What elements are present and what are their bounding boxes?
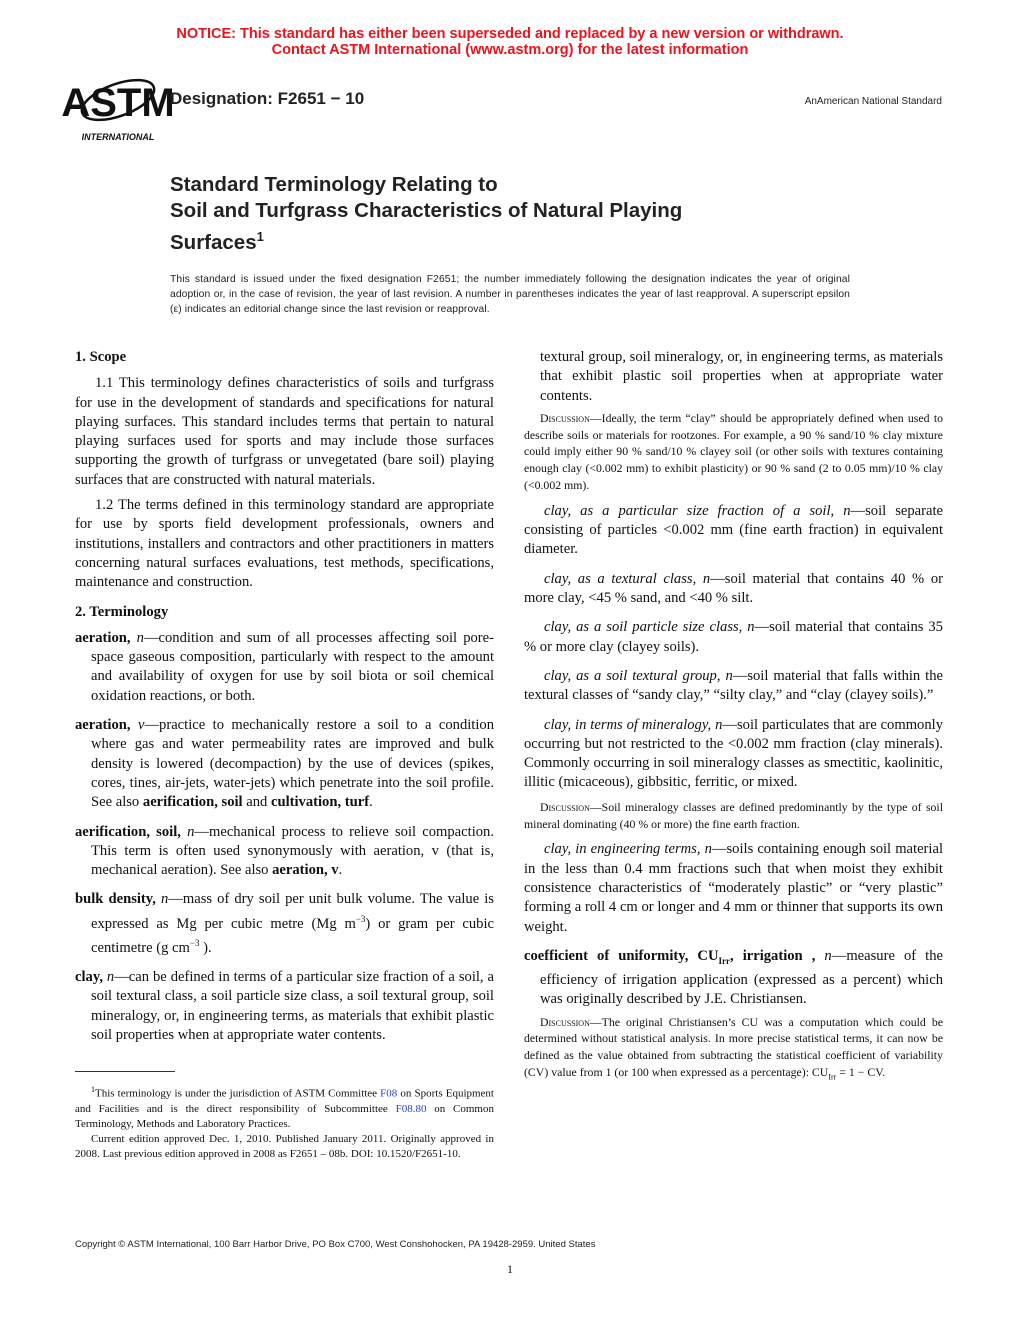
term: aeration,	[75, 629, 131, 646]
definition-text: —measure of the efficiency of irrigation application (expressed as a percent) which was originally described by J.E. Christiansen.	[540, 947, 943, 1008]
footnotes	[75, 1082, 494, 1162]
definition-clay-textural-group	[524, 667, 943, 706]
definition-text: —practice to mechanically restore a soil to a condition where gas and water permeability rates are improved and bulk density is lowered (decompaction) by the use of devices (spikes, cores, tines, air-jets, water-jets) which penetrate into the soil profile. See also	[91, 717, 494, 811]
issuance-note: This standard is issued under the fixed designation F2651; the number immediately following the designation indicates the year of original adoption or, in the case of revision, the year of last revision. A number in parentheses indicates the year of last reapproval. A superscript epsilon (ε) indicates an editorial change since the last revision or reapproval.	[170, 274, 850, 315]
svg-text:INTERNATIONAL: INTERNATIONAL	[81, 132, 155, 142]
discussion-text: —Soil mineralogy classes are defined predominantly by the type of soil mineral dominating (40 % or more) the fine earth fraction.	[524, 799, 943, 831]
discussion-text: —The original Christiansen’s CU was a computation which could be determined without statistical analysis. In more precise statistical terms, it can now be defined as the value obtained from subtracting the statistical coefficient of variability (CV) value from 1 (or 100 when expressed as a percentage): CU	[524, 1014, 943, 1079]
footnote-divider	[75, 1071, 175, 1072]
discussion-clay	[524, 410, 943, 494]
definition-text: —soil separate consisting of particles <0.002 mm (fine earth fraction) in equivalent diameter.	[524, 502, 943, 558]
discussion-text: —Ideally, the term “clay” should be appropriately defined when used to describe soils or materials for rootzones. For example, a 90 % sand/10 % clay mixture could imply either 90 % sand/10 % clayey soil (or other soils with textures containing enough clay (<0.002 mm) to exhibit plasticity) or 90 % sand (2 to 0.05 mm)/10 % clay (<0.002 mm).	[524, 410, 943, 493]
term: aerification, soil,	[75, 823, 181, 840]
definition-coefficient-of-uniformity	[524, 947, 943, 1010]
pos: n	[187, 823, 195, 840]
definition-aeration-n	[75, 629, 494, 706]
definition-text: —mechanical process to relieve soil compaction. This term is often used synonymously with aeration, v (that is, mechanical aeration). See also	[91, 823, 494, 879]
footnote-ref: 1	[256, 229, 264, 244]
definition-aeration-v	[75, 716, 494, 812]
paragraph: 1.1 This terminology defines characteristics of soils and turfgrass for use in the development of standards and specifications for natural playing surfaces. This standard includes terms that pertain to natural playing surfaces used for sports and may include those surfaces supporting the growth of turfgrass or unvegetated (bare soil) playing surfaces that are constructed with natural materials.	[75, 375, 494, 488]
definition-clay-mineralogy	[524, 716, 943, 793]
committee-link[interactable]: F08	[380, 1087, 398, 1100]
text: ) or gram per cubic centimetre (g cm	[91, 915, 494, 956]
discussion-mineralogy	[524, 799, 943, 833]
term: clay, as a soil textural group,	[544, 667, 721, 684]
definition-text: —soil particulates that are commonly occurring but not restricted to the <0.002 mm fraction (clay minerals). Commonly occurring in soil mineralogy classes as smectitic, kaolinitic, illitic (micaceous), gibbsitic, ferritic, or mixed.	[524, 716, 944, 791]
right-column	[524, 348, 943, 1094]
subcommittee-link[interactable]: F08.80	[395, 1102, 427, 1115]
pos: n	[136, 629, 144, 646]
definition-text: —soil material that falls within the textural classes of “sandy clay,” “silty clay,” and “clay (clayey soils).”	[524, 667, 943, 704]
pos: n	[702, 570, 711, 587]
definition-clay-size-fraction	[524, 502, 943, 560]
cross-ref: aerification, soil	[142, 794, 243, 811]
pos: n	[725, 667, 733, 684]
definition-text: —soils containing enough soil material in the less than 0.4 mm fractions such that when moist they exhibit consistence characteristics of “moderately plastic” or “very plastic” forming a roll 4 cm or longer and 4 mm or thinner that supports its own weight.	[524, 841, 943, 935]
section-heading-scope: 1. Scope	[75, 349, 127, 365]
definition-text: —soil material that contains 40 % or more clay, <45 % sand, and <40 % silt.	[524, 570, 943, 607]
term: aeration,	[75, 717, 131, 734]
page-number: 1	[507, 1262, 513, 1276]
designation: Designation: F2651 − 10	[170, 89, 365, 108]
discussion-label: Discussion	[540, 410, 590, 425]
cross-ref: cultivation, turf	[270, 794, 370, 811]
title-line	[170, 224, 682, 256]
term: clay,	[75, 969, 103, 986]
text: on Common Terminology, Methods and Laboratory Practices.	[75, 1102, 494, 1130]
definition-clay-textural-class	[524, 570, 943, 609]
text: = 1 − CV.	[836, 1065, 886, 1079]
definition-text: —soil material that contains 35 % or more clay (clayey soils).	[524, 619, 943, 655]
pos: v	[137, 717, 145, 734]
subscript: Irr	[828, 1072, 837, 1082]
definition-aerification	[75, 823, 494, 881]
definition-text: —mass of dry soil per unit bulk volume. The value is expressed as Mg per cubic metre (Mg m	[91, 891, 494, 932]
footnote-edition: Current edition approved Dec. 1, 2010. Published January 2011. Originally approved in 2008. Last previous edition approved in 2008 as F2651 – 08b. DOI: 10.1520/F2651-10.	[75, 1132, 494, 1160]
term: clay, in engineering terms,	[544, 841, 701, 858]
pos: n	[843, 502, 851, 519]
text: This terminology is under the jurisdiction of ASTM Committee	[95, 1087, 381, 1100]
left-column	[75, 348, 494, 1043]
pos: n	[747, 619, 755, 636]
discussion-cu	[524, 1014, 943, 1087]
notice-line-1: NOTICE: This standard has either been superseded and replaced by a new version or withdrawn.	[176, 26, 844, 42]
withdrawal-notice	[0, 26, 1020, 58]
text: ).	[199, 939, 212, 956]
pos: n	[704, 841, 712, 858]
definition-clay-particle-size-class	[524, 618, 943, 657]
term: bulk density,	[75, 891, 156, 908]
document-title	[170, 172, 682, 256]
definition-clay	[75, 968, 494, 1043]
pos: n	[161, 891, 169, 908]
definition-clay-engineering	[524, 840, 943, 936]
definition-text: —can be defined in terms of a particular size fraction of a soil, a soil textural class, a soil particle size class, a soil textural group, soil mineralogy, or, in engineering terms, as materials that exhibit plastic soil properties when at appropriate water contents.	[91, 969, 494, 1043]
notice-line-2: Contact ASTM International (www.astm.org) for the latest information	[271, 42, 749, 58]
exponent: −3	[189, 937, 200, 948]
term: clay, as a soil particle size class,	[544, 619, 743, 636]
term: clay, in terms of mineralogy,	[544, 716, 712, 733]
pos: n	[715, 716, 723, 733]
title-text: Surfaces	[170, 230, 257, 254]
footnote-1	[75, 1082, 494, 1132]
section-heading-terminology: 2. Terminology	[75, 603, 169, 620]
discussion-label: Discussion	[540, 799, 590, 814]
footnote-mark: 1	[91, 1085, 95, 1094]
pos: n	[106, 969, 115, 986]
exponent: −3	[355, 913, 366, 924]
discussion-label: Discussion	[540, 1014, 590, 1029]
term: , irrigation ,	[730, 947, 816, 964]
text: .	[369, 794, 373, 811]
paragraph: 1.2 The terms defined in this terminology standard are appropriate for use by sports field development professionals, owners and institutions, installers and contractors and other practitioners in matters concerning natural surfaces evaluations, test methods, specifications, maintenance and construction.	[75, 497, 494, 591]
american-national-standard: AnAmerican National Standard	[804, 96, 942, 107]
term: coefficient of uniformity, CU	[524, 947, 719, 964]
title-line: Standard Terminology Relating to	[170, 173, 498, 196]
pos: n	[824, 947, 832, 964]
text: .	[338, 862, 343, 879]
title-line: Soil and Turfgrass Characteristics of Natural Playing	[170, 199, 683, 222]
text: and	[242, 794, 271, 811]
text: on Sports Equipment and Facilities and is the direct responsibility of Subcommittee	[75, 1087, 494, 1115]
svg-text:ASTM: ASTM	[61, 81, 175, 125]
definition-text: —condition and sum of all processes affecting soil pore-space gaseous composition, particularly with respect to the amount and availability of oxygen for use by soil biota or soil chemical oxidation reactions, or both.	[91, 629, 494, 704]
astm-logo	[61, 70, 175, 142]
definition-clay-continued: textural group, soil mineralogy, or, in engineering terms, as materials that exhibit plastic soil properties when at appropriate water contents.	[540, 349, 943, 404]
cross-ref: aeration, v	[272, 862, 339, 879]
copyright: Copyright © ASTM International, 100 Barr Harbor Drive, PO Box C700, West Conshohocken, PA 19428-2959. United States	[75, 1239, 596, 1250]
term: clay, as a textural class,	[544, 570, 697, 587]
subscript: Irr	[718, 955, 730, 966]
definition-bulk-density	[75, 890, 494, 958]
term: clay, as a particular size fraction of a soil,	[544, 502, 835, 519]
